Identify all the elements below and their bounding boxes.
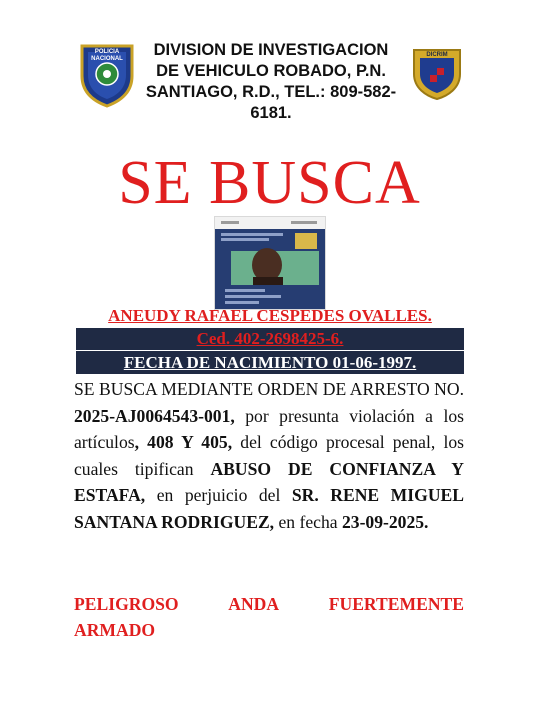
- header-line-4: 6181.: [250, 104, 292, 122]
- order-number: 2025-AJ0064543-001,: [74, 405, 235, 426]
- warrant-date: 23-09-2025.: [341, 511, 429, 532]
- svg-text:DICRIM: DICRIM: [426, 52, 448, 58]
- body-part-1: SE BUSCA MEDIANTE ORDEN DE ARRESTO NO.: [74, 379, 464, 399]
- body-part-4: en perjuicio del: [145, 485, 292, 505]
- victim-name: SR. RENE MIGUEL SANTANA RODRIGUEZ,: [74, 485, 464, 532]
- birthdate-band: FECHA DE NACIMIENTO 01-06-1997.: [76, 351, 464, 374]
- suspect-name: ANEUDY RAFAEL CESPEDES OVALLES.: [108, 306, 432, 325]
- dicrim-badge-icon: [408, 44, 466, 102]
- header-line-1: DIVISION DE INVESTIGACION: [153, 41, 389, 59]
- body-part-2: por presunta violación a los artículos: [74, 405, 464, 452]
- header-line-2: DE VEHICULO ROBADO, P.N.: [156, 62, 386, 80]
- wanted-title: SE BUSCA: [118, 149, 421, 217]
- svg-text:POLICIA: POLICIA: [94, 49, 120, 55]
- suspect-photo: [214, 216, 326, 310]
- body-part-3: del código procesal penal, los cuales tipifican: [74, 432, 464, 479]
- cedula-band: Ced. 402-2698425-6.: [76, 328, 464, 350]
- svg-text:NACIONAL: NACIONAL: [91, 56, 123, 62]
- header-text: [140, 40, 402, 124]
- danger-warning: [74, 591, 464, 643]
- warning-line-1: PELIGROSO ANDA FUERTEMENTE: [74, 594, 464, 614]
- warrant-description: [74, 376, 464, 535]
- header-line-3: SANTIAGO, R.D., TEL.: 809-582-: [145, 83, 397, 101]
- header: [0, 40, 539, 130]
- warning-line-2: ARMADO: [74, 620, 156, 640]
- articles: , 408 Y 405,: [134, 432, 233, 452]
- crimes: ABUSO DE CONFIANZA Y ESTAFA,: [74, 458, 464, 505]
- body-part-5: en fecha: [274, 511, 342, 532]
- policia-nacional-badge-icon: [78, 42, 136, 108]
